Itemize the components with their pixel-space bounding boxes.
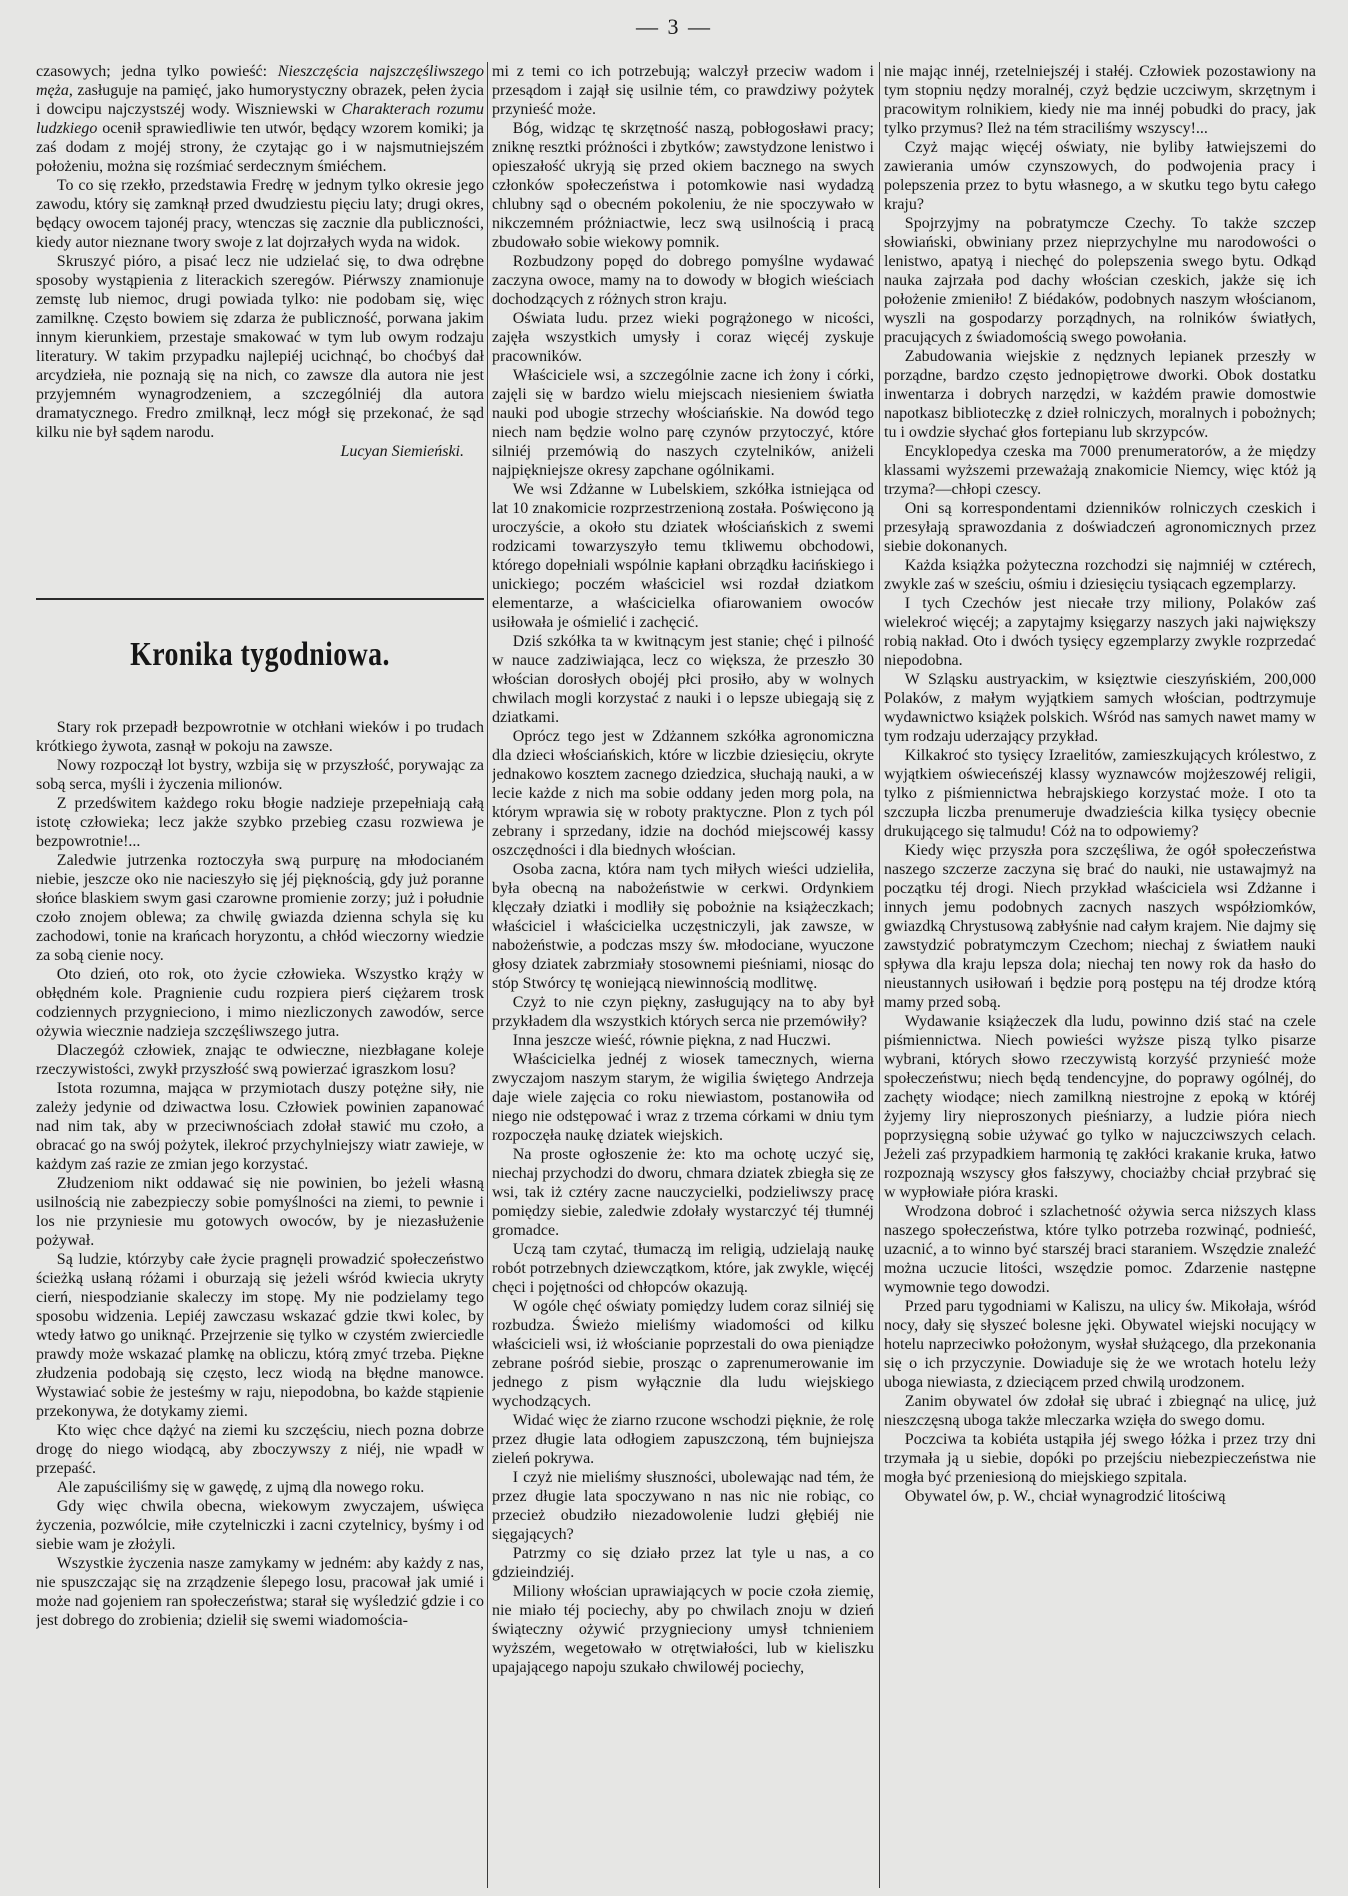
column-1-chronicle bbox=[36, 718, 484, 1886]
article-paragraph: Poczciwa ta kobiéta ustąpiła jéj swego łóżka i przez trzy dni trzymała ją u siebie, dopóki po przejściu niebezpieczeństwa nie mogła być przeniesioną do miejskiego szpitala. bbox=[884, 1431, 1316, 1486]
article-paragraph: Oto dzień, oto rok, oto życie człowieka. Wszystko krąży w obłędném kole. Pragnienie cudu rozpiera pierś ciężarem trosk codziennych przygnieciono, i mimo niezliczonych zawodów, serce ożywia wiecznie nadzieja szczęśliwszego jutra. bbox=[36, 966, 484, 1040]
article-paragraph: Dziś szkółka ta w kwitnącym jest stanie; chęć i pilność w nauce zadziwiająca, lecz co większa, że przeszło 30 włościan dorosłych obojéj płci prosiło, aby w wolnych chwilach mogli korzystać z nauki i o lepsze ubiegają się z dziatkami. bbox=[492, 633, 874, 726]
article-paragraph: Na proste ogłoszenie że: kto ma ochotę uczyć się, niechaj przychodzi do dworu, chmara dziatek zbiegła się ze wsi, tak iż cztéry zacne nauczycielki, podzieliwszy pracę pomiędzy siebie, zaledwie zdołały wystarczyć téj tłumnéj gromadce. bbox=[492, 1146, 874, 1239]
article-paragraph: Złudzeniom nikt oddawać się nie powinien, bo jeżeli własną usilnością nie zabezpieczy sobie pomyślności na ziemi, to pewnie i los nie przyniesie mu gotowych owoców, by je niezasłużenie pożywał. bbox=[36, 1175, 484, 1249]
article-paragraph: nie mając innéj, rzetelniejszéj i stałéj. Człowiek pozostawiony na tym stopniu nędzy moralnéj, czyż będzie uczciwym, skrzętnym i pracowitym rolnikiem, kiedy nie ma innéj pobudki do pracy, jak tylko przymus? Ileż na tém straciliśmy wszyscy!... bbox=[884, 63, 1316, 137]
page-number: — 3 — bbox=[636, 14, 712, 39]
article-paragraph: Wszystkie życzenia nasze zamykamy w jedném: aby każdy z nas, nie spuszczając się na zrządzenie ślepego losu, pracował jak umié i może nad gojeniem ran społeczeństwa; starał się wyśledzić gdzie i co jest dobrego do zrobienia; dzielił się swemi wiadomościa- bbox=[36, 1555, 484, 1629]
article-paragraph: Bóg, widząc tę skrzętność naszą, pobłogosławi pracy; zniknę resztki próżności i zbytków; zawstydzone lenistwo i opieszałość ukryją się przed okiem bacznego na swych członków społeczeństwa i potomkowie nasi wydadzą chlubny sąd o obecném pokoleniu, że nie spoczywało w nikczemném próżniactwie, lecz swą usilnością i pracą zbudowało sobie wiekowy pomnik. bbox=[492, 120, 874, 251]
article-paragraph: Encyklopedya czeska ma 7000 prenumeratorów, a że między klassami wyższemi przeważają znakomicie Niemcy, więc któż ją trzyma?—chłopi czescy. bbox=[884, 443, 1316, 498]
column-3 bbox=[884, 62, 1316, 1888]
section-divider bbox=[36, 598, 484, 600]
article-paragraph: Przed paru tygodniami w Kaliszu, na ulicy św. Mikołaja, wśród nocy, dały się słyszeć bolesne jęki. Obywatel wiejski nocujący w hotelu naprzeciwko położonym, wysłał służącego, dla przekonania się o ich przyczynie. Dowiaduje się że we wrotach hotelu leży uboga niewiasta, z dzieciącem przed chwilą urodzonem. bbox=[884, 1298, 1316, 1391]
article-paragraph: Kto więc chce dążyć na ziemi ku szczęściu, niech pozna dobrze drogę do niego wiodącą, aby zboczywszy z niéj, nie wpadł w przepaść. bbox=[36, 1422, 484, 1477]
article-paragraph: mi z temi co ich potrzebują; walczył przeciw wadom i przesądom i zajął się usilnie tém, co prawdziwy pożytek przynieść może. bbox=[492, 63, 874, 118]
article-paragraph: Uczą tam czytać, tłumaczą im religią, udzielają naukę robót potrzebnych dziewczątkom, które, jak zwykle, więcéj chęci i pojętności od chłopców okazują. bbox=[492, 1241, 874, 1296]
article-paragraph: Dlaczegóż człowiek, znając te odwieczne, niezbłagane koleje rzeczywistości, zwykł przyszłość swą powierzać igraszkom losu? bbox=[36, 1042, 484, 1078]
article-paragraph: Nowy rozpoczął lot bystry, wzbija się w przyszłość, porywając za sobą serca, myśli i życzenia milionów. bbox=[36, 757, 484, 793]
article-paragraph: Widać więc że ziarno rzucone wschodzi pięknie, że rolę przez długie lata odłogiem zapuszczoną, tém bujniejsza zieleń pokrywa. bbox=[492, 1412, 874, 1467]
article-paragraph: Kiedy więc przyszła pora szczęśliwa, że ogół społeczeństwa naszego szczerze zaczyna się brać do nauki, nie ustawajmyż na początku téj drogi. Niech przykład właściciela wsi Zdżanne i innych jemu podobnych zacnych naszych współziomków, gwiazdką Chrystusową zabłyśnie nad całym krajem. Nie dajmy się zawstydzić pobratymczym Czechom; niechaj z światłem nauki spływa dla kraju lepsza dola; niechaj ten nowy rok da hasło do nieustannych usiłowań i będzie porą postępu na téj drodze którą mamy przed sobą. bbox=[884, 842, 1316, 1011]
article-paragraph: Są ludzie, którzyby całe życie pragnęli prowadzić społeczeństwo ścieżką usłaną różami i oburzają się jeżeli wśród kwiecia ukryty cierń, niespodzianie skaleczy im stopę. My nie podzielamy tego sposobu widzenia. Lepiéj zawczasu wskazać gdzie tkwi kolec, by wtedy łatwo go uniknąć. Przejrzenie się tylko w czystém zwierciedle prawdy może wskazać plamkę na obliczu, którą zmyć trzeba. Piękne złudzenia podobają się często, lecz wiodą na błędne manowce. Wystawiać sobie że jesteśmy w raju, niepodobna, bo każde stąpienie przekonywa, że dotykamy ziemi. bbox=[36, 1251, 484, 1420]
article-paragraph: Właściciele wsi, a szczególnie zacne ich żony i córki, zajęli się w bardzo wielu miejscach niesieniem światła nauki pod ubogie strzechy włościańskie. Na dowód tego niech nam będzie wolno parę czynów przytoczyć, które silniéj przemówią do naszych czytelników, aniżeli najpiękniejsze okresy zapchane ogólnikami. bbox=[492, 367, 874, 479]
article-paragraph: Zabudowania wiejskie z nędznych lepianek przeszły w porządne, bardzo często jednopiętrowe dworki. Obok dostatku inwentarza i dobrych narzędzi, w każdém prawie domostwie napotkasz biblioteczkę z dzieł rolniczych, moralnych i pobożnych; tu i owdzie słychać głos fortepianu lub skrzypców. bbox=[884, 348, 1316, 441]
column-2 bbox=[492, 62, 874, 1888]
column-rule bbox=[487, 62, 488, 1888]
article-paragraph: Wydawanie książeczek dla ludu, powinno dziś stać na czele piśmiennictwa. Niech powieści wyższe piszą tylko pisarze wybrani, których słowo rzeczywistą korzyść przynieść może społeczeństwu; niech będą tendencyjne, do poprawy ogólnéj, do zachęty wiodące; niech zamilkną niestrojne z epoką w któréj żyjemy liry nieproszonych pieśniarzy, a ludzie pióra niech poprzysięgną sobie używać go tylko w najuczciwszych celach. Jeżeli zaś przypadkiem harmonią tę zakłóci krakanie kruka, łatwo rozpoznają wszyscy głos fałszywy, chociażby chciał przybrać się w wypłowiałe pióra kraski. bbox=[884, 1013, 1316, 1201]
article-paragraph: Obywatel ów, p. W., chciał wynagrodzić litościwą bbox=[904, 1488, 1226, 1505]
article-paragraph: Wrodzona dobroć i szlachetność ożywia serca niższych klass naszego społeczeństwa, które tylko potrzeba rozwinąć, podnieść, uzacnić, a to winno być starszéj braci staraniem. Wszędzie znaleźć można uczucie litości, wszędzie pomoc. Zdarzenie następne wymownie tego dowodzi. bbox=[884, 1203, 1316, 1296]
article-paragraph: Stary rok przepadł bezpowrotnie w otchłani wieków i po trudach krótkiego żywota, zasnął w pokoju na zawsze. bbox=[36, 719, 484, 755]
article-paragraph bbox=[36, 62, 484, 176]
italic-title-text: Charakterach rozumu ludzkiego bbox=[36, 101, 484, 137]
article-paragraph: W ogóle chęć oświaty pomiędzy ludem coraz silniéj się rozbudza. Świeżo mieliśmy wiadomości od kilku właścicieli wsi, iż włościanie poprzestali do owa pieniądze zebrane pośród siebie, prosząc o zaprenumerowanie im jednego z pism wyłącznie dla ludu wiejskiego wychodzących. bbox=[492, 1298, 874, 1410]
article-paragraph: Zaledwie jutrzenka roztoczyła swą purpurę na młodocianém niebie, jeszcze oko nie nacieszyło się jéj pięknością, gdy już poranne słońce blaskiem swym gasi czarowne promienie zorzy; już i południe czoło znojem oblewa; za chwilę gwiazda dzienna schyla się ku zachodowi, tonie na krańcach horyzontu, a chłód wieczorny wiedzie za sobą cienie nocy. bbox=[36, 852, 484, 964]
italic-title-text: Nieszczęścia najszczęśliwszego męża bbox=[36, 63, 484, 99]
paragraph-text: ocenił sprawiedliwie ten utwór, będący wzorem komiki; ja zaś dodam z mojéj strony, że czytając go i w najsmutniejszém położeniu, można się rozśmiać serdecznym śmiéchem. bbox=[36, 120, 484, 175]
column-1-top-article bbox=[36, 62, 484, 592]
article-paragraph: Oni są korrespondentami dzienników rolniczych czeskich i przesyłają sprawozdania z doświadczeń agronomicznych przez siebie dokonanych. bbox=[884, 500, 1316, 555]
article-paragraph: Gdy więc chwila obecna, wiekowym zwyczajem, uświęca życzenia, pozwólcie, miłe czytelniczki i zacni czytelnicy, byśmy i od siebie wam je złożyli. bbox=[36, 1498, 484, 1553]
article-paragraph: Miliony włościan uprawiających w pocie czoła ziemię, nie miało téj pociechy, aby po chwilach znoju w dzień świąteczny ożywić przygnieciony umysł tchnieniem wyższém, wegetowało w otrętwiałości, lub w kieliszku upajającego napoju szukało chwilowéj pociechy, bbox=[492, 1583, 874, 1676]
article-paragraph: Oprócz tego jest w Zdżannem szkółka agronomiczna dla dzieci włościańskich, które w liczbie dziesięciu, okryte jednakowo kosztem zacnego dziedzica, słuchają nauki, a w lecie każde z nich ma sobie oddany jeden morg pola, na którym wprawia się w roboty praktyczne. Plon z tych pól zebrany i sprzedany, idzie na dochód miejscowéj kassy oszczędności i dla biednych włościan. bbox=[492, 728, 874, 859]
article-paragraph: Rozbudzony popęd do dobrego pomyślne wydawać zaczyna owoce, mamy na to dowody w błogich wieściach dochodzących z różnych stron kraju. bbox=[492, 253, 874, 308]
article-paragraph: Czyż mając więcéj oświaty, nie byliby łatwiejszemi do zawierania umów czynszowych, do podwojenia pracy i polepszenia przez to bytu własnego, a w skutku tego bytu całego kraju? bbox=[884, 139, 1316, 213]
article-paragraph: Spojrzyjmy na pobratymcze Czechy. To także szczep słowiański, obwiniany przez nieprzychylne mu narodowości o lenistwo, apatyą i niechęć do polepszenia swego bytu. Odkąd nauka zajrzała pod dachy włościan czeskich, jakże się ich położenie zmieniło! Z biédaków, podobnych naszym włościanom, wyszli na gospodarzy porządnych, na rolników światłych, pracujących z świadomością swego powołania. bbox=[884, 215, 1316, 346]
article-paragraph: To co się rzekło, przedstawia Fredrę w jednym tylko okresie jego zawodu, który się zamknął przed dwudziestu pięciu laty; drugi okres, będący owocem tajonéj pracy, wtenczas się zacznie dla publiczności, kiedy autor nieznane twory swoje z lat dojrzałych wyda na widok. bbox=[36, 177, 484, 251]
article-paragraph: Zanim obywatel ów zdołał się ubrać i zbiegnąć na ulicę, już nieszczęsną uboga także mleczarka wzięła do swego domu. bbox=[884, 1393, 1316, 1429]
article-paragraph: Czyż to nie czyn piękny, zasługujący na to aby był przykładem dla wszystkich których serca nie przemówiły? bbox=[492, 994, 874, 1030]
column-rule bbox=[879, 62, 880, 1888]
article-paragraph: We wsi Zdżanne w Lubelskiem, szkółka istniejąca od lat 10 znakomicie rozprzestrzenioną została. Poświęcono ją uroczyście, a około stu dziatek włościańskich z swemi rodzicami towarzyszyło temu tkliwemu obchodowi, którego dopełniali wspólnie kapłani obrządku łacińskiego i unickiego; poczém właściciel wsi rozdał dziatkom elementarze, a właścicielka ofiarowaniem owoców usiłowała je ośmielić i zachęcić. bbox=[492, 481, 874, 631]
article-paragraph: Właścicielka jednéj z wiosek tamecznych, wierna zwyczajom naszym starym, że wigilia świętego Andrzeja daje wiele zajęcia co roku niewiastom, postanowiła od niego nie odstępować i wraz z trzema córkami w dniu tym rozpoczęła naukę dziatek wiejskich. bbox=[492, 1051, 874, 1144]
article-paragraph: Kilkakroć sto tysięcy Izraelitów, zamieszkujących królestwo, z wyjątkiem oświeceńszéj klassy wyznawców mojżeszowéj religii, tylko z piśmiennictwa hebrajskiego korzystać może. I oto ta szczupła liczba prenumeruje dwadzieścia kilka tysięcy obecnie drukującego się talmudu! Cóż na to odpowiemy? bbox=[884, 747, 1316, 840]
article-paragraph: I czyż nie mieliśmy słuszności, ubolewając nad tém, że przez długie lata spoczywano n nas nic nie robiąc, co przecież obudziło niezadowolenie ludzi głębiéj nie sięgających? bbox=[492, 1469, 874, 1543]
paragraph-text: , zasługuje na pamięć, jako humorystyczny obrazek, pełen życia i dowcipu najczystszéj wody. Wiszniewski w bbox=[36, 82, 484, 118]
section-title: Kronika tygodniowa. bbox=[130, 636, 390, 673]
article-paragraph: Z przedświtem każdego roku błogie nadzieje przepełniają całą istotę człowieka; lecz jakże szybko przebieg czasu rozwiewa je bezpowrotnie!... bbox=[36, 795, 484, 850]
article-paragraph: Ale zapuściliśmy się w gawędę, z ujmą dla nowego roku. bbox=[56, 1479, 425, 1496]
article-paragraph: W Szląsku austryackim, w księztwie cieszyńskiém, 200,000 Polaków, z małym wyjątkiem samych włościan, podtrzymuje wydawnictwo książek polskich. Wśród nas samych nawet mamy w tym rodzaju uderzający przykład. bbox=[884, 671, 1316, 745]
article-paragraph: Skruszyć pióro, a pisać lecz nie udzielać się, to dwa odrębne sposoby wystąpienia z literackich szeregów. Piérwszy znamionuje zemstę lub niemoc, drugi powiada tylko: nie podobam się, więc zamilknę. Często bowiem się zdarza że publiczność, porwana jakim innym kierunkiem, przestaje smakować w tym lub owym rodzaju literatury. W takim przypadku najlepiéj ucichnąć, bo choćbyś dał arcydzieła, nie poznają się na nich, co zawsze dla autora nie jest przyjemném wynagrodzeniem, a szczególniéj dla autora dramatycznego. Fredro zmilknął, lecz mógł się przekonać, że sąd kilku nie był sądem narodu. bbox=[36, 253, 484, 441]
article-paragraph: Oświata ludu. przez wieki pogrążonego w nicości, zajęła wszystkich umysły i coraz więcéj zyskuje pracowników. bbox=[492, 310, 874, 365]
article-paragraph: Patrzmy co się działo przez lat tyle u nas, a co gdzieindziéj. bbox=[492, 1545, 874, 1581]
article-paragraph: Istota rozumna, mająca w przymiotach duszy potężne siły, nie zależy jedynie od dziwactwa losu. Człowiek powinien zapanować nad nim tak, aby w przeciwnościach zdołał stawić mu czoło, a obracać go na swój pożytek, ilekroć przychylniejszy wiatr zawieje, w każdym zaś razie ze zmian jego korzystać. bbox=[36, 1080, 484, 1173]
article-paragraph: Osoba zacna, która nam tych miłych wieści udzieliła, była obecną na nabożeństwie w cerkwi. Ordynkiem klęczały dziatki i modliły się pobożnie na książeczkach; właściciel i właścicielka uczęstniczyli, jak zawsze, w nabożeństwie, a podczas mszy św. młodociane, wyuczone głosy dziatek zabrzmiały stosownemi pieśniami, niosąc do stóp Stwórcy tę woniejącą niewinnością modlitwę. bbox=[492, 861, 874, 992]
author-signature: Lucyan Siemieński. bbox=[340, 443, 464, 460]
article-paragraph: I tych Czechów jest niecałe trzy miliony, Polaków zaś wielekroć więcéj; a zapytajmy księgarzy naszych jaki największy robią nakład. Oto i dwóch tysięcy egzemplarzy zwykle rozprzedać niepodobna. bbox=[884, 595, 1316, 669]
article-paragraph: Każda książka pożyteczna rozchodzi się najmniéj w cztérech, zwykle zaś w sześciu, ośmiu i dziesięciu tysiącach egzemplarzy. bbox=[884, 557, 1316, 593]
paragraph-text: czasowych; jedna tylko powieść: bbox=[36, 63, 278, 80]
article-paragraph: Inna jeszcze wieść, równie piękna, z nad Huczwi. bbox=[512, 1032, 831, 1049]
